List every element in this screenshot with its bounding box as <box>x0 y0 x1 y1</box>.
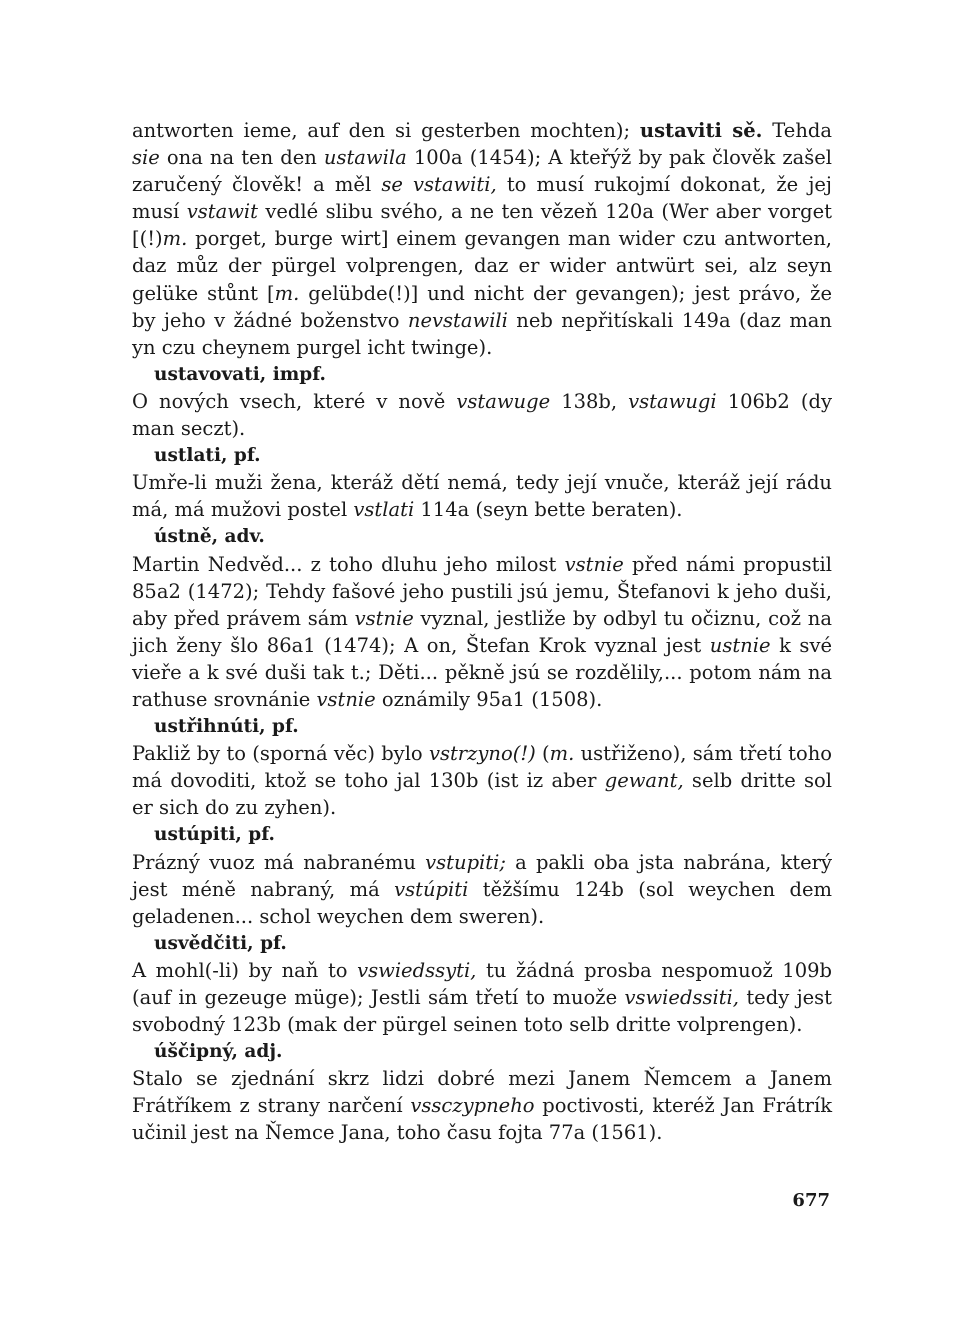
headword-line <box>132 713 832 740</box>
headword-line <box>132 821 832 848</box>
headword: ustavovati, <box>154 363 267 385</box>
text-span: Tehda <box>762 119 833 142</box>
part-of-speech: pf. <box>260 932 287 954</box>
entry-list <box>132 361 832 1147</box>
italic-span: gewant, <box>604 769 684 793</box>
text-span: selb dritte sol er sich do zu zyhen). <box>132 769 832 820</box>
text-span: Martin Nedvěd... z toho dluhu jeho milost <box>132 552 565 576</box>
headword: ustřihnúti, <box>154 716 266 738</box>
headword: úščipný, <box>154 1041 238 1063</box>
italic-span: vstawuge <box>456 389 551 413</box>
text-span: ( <box>535 742 550 766</box>
part-of-speech: pf. <box>248 824 275 846</box>
intro-continuation <box>132 117 832 361</box>
dictionary-page <box>132 117 832 1147</box>
text-span: a pakli oba jsta nabrána, který jest méně nabraný, má <box>132 850 832 901</box>
italic-span: m. <box>274 281 300 305</box>
dictionary-entry <box>132 713 832 821</box>
italic-span: vstawit <box>186 200 258 224</box>
entry-text <box>132 117 832 361</box>
text-span: porget, burge wirt] einem gevangen man wider czu antworten, daz můz der pürgel volprengen, daz er wider antwürt sei, alz seyn gelüke stůnt [ <box>132 227 832 305</box>
text-span: to musí rukojmí dokonat, že jej musí <box>132 173 832 224</box>
headword-line <box>132 442 832 469</box>
headword: ustlati, <box>154 445 228 467</box>
part-of-speech: adv. <box>224 526 265 548</box>
page-number: 677 <box>792 1190 830 1211</box>
italic-span: vstupiti; <box>425 850 506 874</box>
headword-line <box>132 1038 832 1065</box>
entry-text <box>132 1065 832 1146</box>
text-span: vyznal, jestliže by odbyl tu očiznu, což na jich ženy šlo 86a1 (1474); A on, Štefan Krok vyznal jest <box>132 606 832 657</box>
part-of-speech: pf. <box>272 716 299 738</box>
text-span: neb nepřitískali 149a (daz man yn czu cheynem purgel icht twinge). <box>132 308 832 359</box>
headword: usvědčiti, <box>154 932 254 954</box>
headword-line <box>132 361 832 388</box>
entry-text <box>132 740 832 821</box>
text-span: 114a (seyn bette beraten). <box>414 498 683 522</box>
italic-span: se vstawiti, <box>381 173 497 197</box>
italic-span: ustawila <box>323 146 407 170</box>
dictionary-entry <box>132 821 832 929</box>
bold-span: ustaviti sě. <box>639 119 763 142</box>
italic-span: vswiedssyti, <box>357 958 477 982</box>
part-of-speech: pf. <box>233 445 261 467</box>
headword-line <box>132 930 832 957</box>
text-span: tedy jest svobodný 123b (mak der pürgel seinen toto selb dritte volprengen). <box>132 986 832 1037</box>
dictionary-entry <box>132 523 832 713</box>
italic-span: vswiedssiti, <box>624 986 739 1009</box>
text-span: tu žádná prosba nespomuož 109b (auf in gezeuge müge); Jestli sám třetí to muože <box>132 958 832 1009</box>
entry-text <box>132 849 832 930</box>
text-span: 138b, <box>550 389 629 413</box>
italic-span: ustnie <box>709 633 771 657</box>
italic-span: vstlati <box>353 498 415 522</box>
dictionary-entry <box>132 930 832 1038</box>
text-span: O nových vsech, které v nově <box>132 389 457 413</box>
entry-text <box>132 388 832 442</box>
italic-span: vstawugi <box>628 389 717 413</box>
text-span: Stalo se zjednání skrz lidzi dobré mezi Janem Ňemcem a Janem Frátříkem z strany narčení <box>132 1067 832 1118</box>
text-span: 106b2 (dy man seczt). <box>132 389 832 441</box>
text-span: oznámily 95a1 (1508). <box>375 687 603 711</box>
part-of-speech: impf. <box>272 363 326 385</box>
text-span: těžšímu 124b (sol weychen dem geladenen... schol weychen dem sweren). <box>132 877 832 928</box>
italic-span: vstnie <box>564 552 624 576</box>
entry-text <box>132 957 832 1038</box>
headword: ústně, <box>154 526 219 548</box>
text-span: poctivosti, kteréž Jan Frátrík učinil jest na Ňemce Jana, toho času fojta 77a (1561). <box>132 1094 833 1145</box>
entry-text <box>132 551 832 714</box>
text-span: gelübde(!)] und nicht der gevangen); jest právo, že by jeho v žádné boženstvo <box>132 281 832 332</box>
text-span: před námi propustil 85a2 (1472); Tehdy fašové jeho pustili jsú jemu, Štefanovi k jeho duši, aby před právem sám <box>132 552 832 630</box>
text-span: vedlé slibu svého, a ne ten vězeň 120a (Wer aber vorget [(!) <box>132 200 832 251</box>
headword-line <box>132 523 832 550</box>
text-span: Pakliž by to (sporná věc) bylo <box>132 742 429 766</box>
text-span: Umře-li muži žena, kteráž dětí nemá, tedy její vnuče, kteráž její rádu má, má mužovi postel <box>132 471 832 522</box>
dictionary-entry <box>132 1038 832 1146</box>
dictionary-entry <box>132 442 832 523</box>
entry-text <box>132 469 832 523</box>
text-span: Prázný vuoz má nabranému <box>132 850 426 874</box>
text-span: A mohl(-li) by naň to <box>132 958 358 982</box>
text-span: ona na ten den <box>159 146 324 170</box>
part-of-speech: adj. <box>244 1041 283 1063</box>
text-span: ustřiženo), sám třetí toho má dovoditi, ktož se toho jal 130b (ist iz aber <box>132 742 833 793</box>
italic-span: m. <box>549 742 575 766</box>
headword: ustúpiti, <box>154 824 242 846</box>
dictionary-entry <box>132 361 832 442</box>
italic-span: m. <box>162 227 188 251</box>
italic-span: vstrzyno(!) <box>428 742 536 766</box>
italic-span: vstnie <box>316 687 376 711</box>
text-span: 100a (1454); A kteřýž by pak člověk zašel zaručený člověk! a měl <box>132 146 833 197</box>
text-span: k své vieře a k své duši tak t.; Děti... pěkně jsú se rozdělily,... potom nám na rathuse srovnánie <box>132 633 832 711</box>
italic-span: vstúpiti <box>394 877 469 901</box>
italic-span: sie <box>132 146 160 170</box>
text-span: antworten ieme, auf den si gesterben mochten); <box>132 119 640 142</box>
italic-span: vstnie <box>354 606 414 630</box>
italic-span: nevstawili <box>407 308 508 332</box>
italic-span: vssczypneho <box>410 1094 535 1118</box>
